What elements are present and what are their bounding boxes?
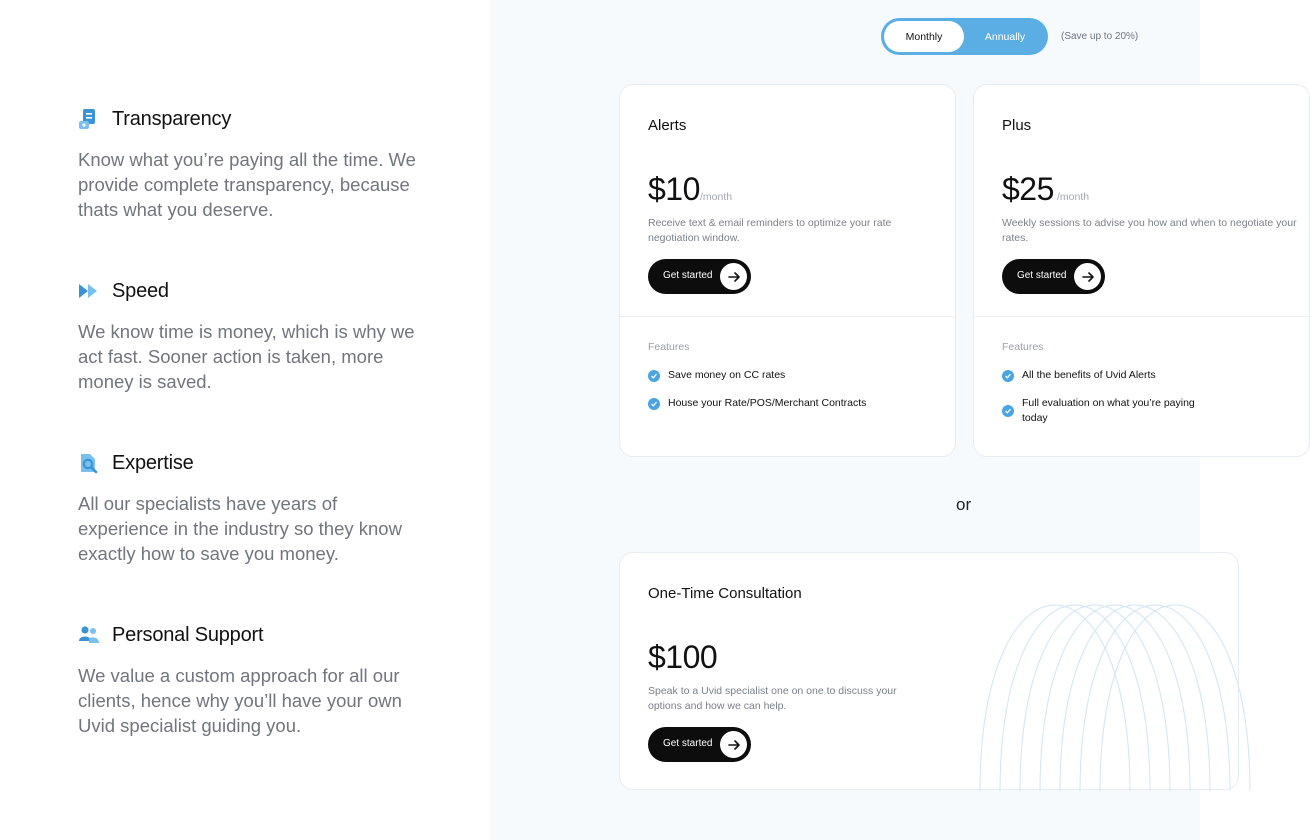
document-search-icon (78, 452, 100, 474)
arrow-right-icon (720, 731, 747, 758)
billing-toggle[interactable] (881, 18, 1048, 55)
check-icon (1002, 370, 1014, 382)
or-separator: or (956, 495, 972, 514)
feature-transparency (78, 107, 418, 222)
features-label: Features (1002, 341, 1044, 353)
check-icon (648, 398, 660, 410)
plan-description: Receive text & email reminders to optimize your rate negotiation window. (648, 217, 892, 244)
decorative-arcs (980, 553, 1240, 791)
card-divider (974, 316, 1309, 317)
check-icon (1002, 405, 1014, 417)
button-label: Get started (1017, 270, 1067, 281)
feature-title: Expertise (112, 451, 194, 474)
button-label: Get started (663, 738, 713, 749)
arrow-right-icon (720, 263, 747, 290)
feature-item-label: All the benefits of Uvid Alerts (1022, 369, 1156, 381)
feature-title: Transparency (112, 107, 232, 130)
plan-price: $25 (1002, 171, 1054, 207)
feature-description: We value a custom approach for all our clients, hence why you’ll have your own Uvid specialist guiding you. (78, 665, 402, 736)
receipt-icon (78, 108, 100, 130)
users-icon (78, 624, 100, 646)
feature-description: Know what you’re paying all the time. We provide complete transparency, because thats what you deserve. (78, 149, 416, 220)
plan-card-alerts (619, 84, 956, 457)
feature-expertise (78, 451, 418, 566)
save-note: (Save up to 20%) (1061, 31, 1139, 42)
plan-name: One-Time Consultation (648, 585, 802, 602)
feature-item (648, 396, 908, 411)
feature-item-label: Save money on CC rates (668, 369, 786, 381)
fast-forward-icon (78, 280, 100, 302)
feature-speed (78, 279, 418, 394)
toggle-annually[interactable]: Annually (984, 30, 1026, 43)
check-icon (648, 370, 660, 382)
get-started-button[interactable] (648, 259, 751, 294)
feature-description: All our specialists have years of experience in the industry so they know exactly how to save you money. (78, 493, 402, 564)
plan-period: /month (1057, 191, 1090, 203)
feature-item (648, 368, 908, 383)
plan-card-consultation (619, 552, 1239, 790)
features-label: Features (648, 341, 690, 353)
get-started-button[interactable] (648, 727, 751, 762)
feature-item (1002, 368, 1262, 383)
feature-item-label: Full evaluation on what you’re paying today (1022, 397, 1195, 424)
toggle-monthly[interactable]: Monthly (884, 21, 964, 52)
plan-name: Plus (1002, 117, 1032, 134)
feature-item-label: House your Rate/POS/Merchant Contracts (668, 397, 867, 409)
plan-price: $100 (648, 639, 718, 675)
arrow-right-icon (1074, 263, 1101, 290)
plan-card-plus (973, 84, 1310, 457)
button-label: Get started (663, 270, 713, 281)
feature-item (1002, 396, 1202, 426)
feature-title: Personal Support (112, 623, 264, 646)
card-divider (620, 316, 955, 317)
pricing-panel (490, 0, 1297, 840)
plan-description: Weekly sessions to advise you how and when to negotiate your rates. (1002, 217, 1297, 244)
plan-description: Speak to a Uvid specialist one on one to discuss your options and how we can help. (648, 685, 897, 712)
features-column (0, 0, 490, 840)
plan-name: Alerts (648, 117, 687, 134)
get-started-button[interactable] (1002, 259, 1105, 294)
plan-price: $10 (648, 171, 700, 207)
feature-personal-support (78, 623, 418, 738)
plan-period: /month (700, 191, 733, 203)
feature-description: We know time is money, which is why we act fast. Sooner action is taken, more money is saved. (78, 321, 415, 392)
feature-title: Speed (112, 279, 169, 302)
